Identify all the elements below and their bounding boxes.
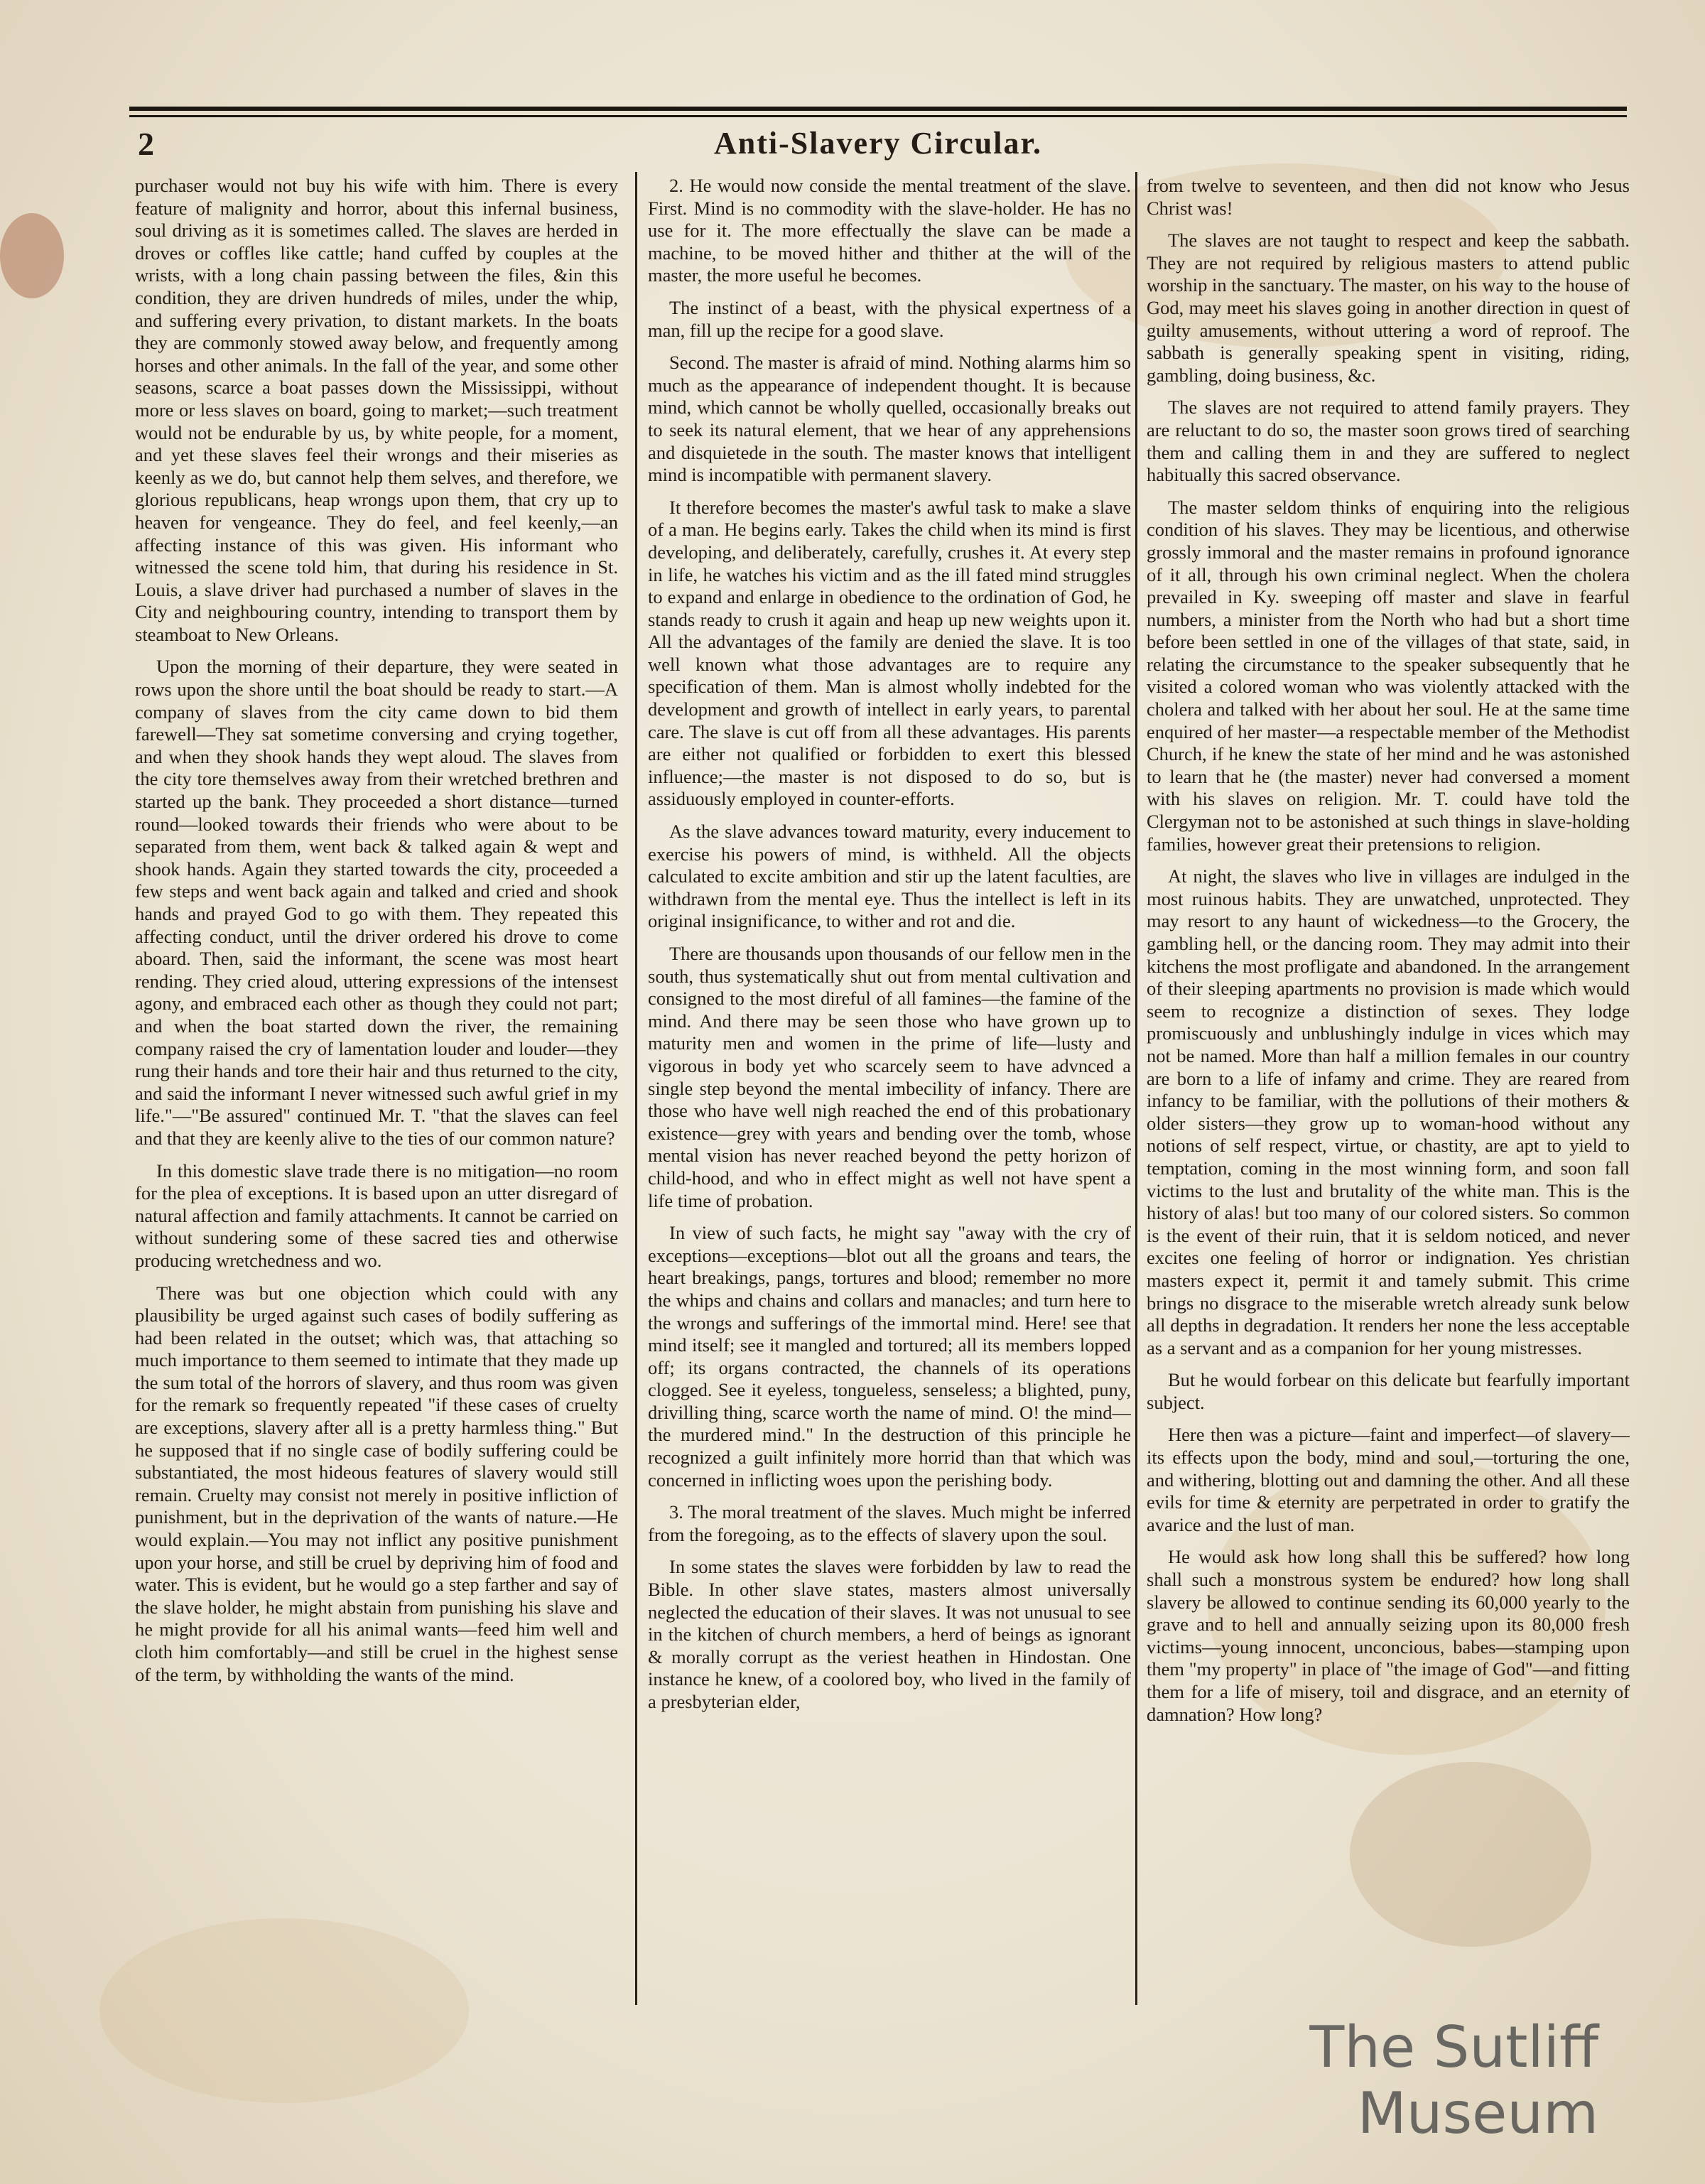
article-paragraph: The slaves are not required to attend family prayers. They are reluctant to do so, the master soon grows tired of searching them and calling them in and they are suffered to neglect habitually this sacred observance. <box>1147 396 1630 486</box>
article-paragraph: In view of such facts, he might say "away with the cry of exceptions—exceptions—blot out all the groans and tears, the heart breakings, pangs, tortures and blood; remember no more the whips and chains and collars and manacles; and turn here to the wrongs and sufferings of the immortal mind. Here! see that mind itself; see it mangled and tortured; all its members lopped off; its organs contracted, the channels of its operations clogged. See it eyeless, tongueless, senseless; a blighted, puny, drivilling thing, scarce worth the name of mind. O! the mind—the murdered mind." In the destruction of this principle he recognized a guilt infinitely more horrid than that which was concerned in inflicting woes upon the perishing body. <box>648 1222 1131 1491</box>
article-paragraph: In this domestic slave trade there is no mitigation—no room for the plea of exceptions. It is based upon an utter disregard of natural affection and family attachments. It cannot be carried on without sundering some of these sacred ties and otherwise producing wretchedness and wo. <box>135 1159 618 1271</box>
article-paragraph: from twelve to seventeen, and then did not know who Jesus Christ was! <box>1147 175 1630 219</box>
article-paragraph: The master seldom thinks of enquiring into the religious condition of his slaves. They may be licentious, and otherwise grossly immoral and the master remains in profound ignorance of it all, through his own criminal neglect. When the cholera prevailed in Ky. sweeping off master and slave in fearful numbers, a minister from the North who had but a short time before been settled in one of the villages of that state, said, in relating the circumstance to the speaker subsequently that he visited a colored woman who was violently attacked with the cholera and talked with her about her soul. He at the same time enquired of her master—a respectable member of the Methodist Church, if he knew the state of her mind and he was astonished to learn that he (the master) never had conversed a moment with his slaves on religion. Mr. T. could have told the Clergyman not to be astonished at such things in slave-holding families, however great their pretensions to religion. <box>1147 496 1630 855</box>
article-paragraph: There are thousands upon thousands of our fellow men in the south, thus systematically shut out from mental cultivation and consigned to the most direful of all famines—the famine of the mind. And there may be seen those who have grown up to maturity men and women in the prime of life—lusty and vigorous in body yet who scarcely seem to have advnced a single step beyond the mental imbecility of infancy. There are those who have well nigh reached the end of this probationary existence—grey with years and bending over the tomb, whose mental vision has never reached beyond the petty horizon of child-hood, and who in effect might as well not have spent a life time of probation. <box>648 943 1131 1211</box>
article-paragraph: 3. The moral treatment of the slaves. Much might be inferred from the foregoing, as to the effects of slavery upon the soul. <box>648 1501 1131 1545</box>
museum-watermark: The Sutliff Museum <box>1309 2014 1598 2146</box>
column-divider <box>1135 172 1137 2005</box>
article-paragraph: Here then was a picture—faint and imperfect—of slavery—its effects upon the body, mind and soul,—torturing the one, and withering, blotting out and damning the other. And all these evils for time & eternity are perpetrated in order to gratify the avarice and the lust of man. <box>1147 1424 1630 1535</box>
article-paragraph: The slaves are not taught to respect and keep the sabbath. They are not required by religious masters to attend public worship in the sanctuary. The master, on his way to the house of God, may meet his slaves going in another direction in quest of guilty amusements, without uttering a word of reproof. The sabbath is generally speaking spent in visiting, riding, gambling, doing business, &c. <box>1147 229 1630 386</box>
text-column-1 <box>135 175 618 2001</box>
article-paragraph: Second. The master is afraid of mind. Nothing alarms him so much as the appearance of independent thought. It is because mind, which cannot be wholly quelled, occasionally breaks out to seek its natural element, that we hear of any apprehensions and disquietede in the south. The master knows that intelligent mind is incompatible with permanent slavery. <box>648 352 1131 486</box>
article-paragraph: But he would forbear on this delicate but fearfully important subject. <box>1147 1369 1630 1413</box>
article-paragraph: 2. He would now conside the mental treatment of the slave. First. Mind is no commodity with the slave-holder. He has no use for it. The more effectually the slave can be made a machine, to be moved hither and thither at the will of the master, the more useful he becomes. <box>648 175 1131 286</box>
article-paragraph: He would ask how long shall this be suffered? how long shall such a monstrous system be endured? how long shall slavery be allowed to continue sending its 60,000 yearly to the grave and to hell and annually seizing upon its 80,000 fresh victims—young innocent, unconcious, babes—stamping upon them "my property" in place of "the image of God"—and fitting them for a life of misery, toil and disgrace, and an eternity of damnation? How long? <box>1147 1546 1630 1725</box>
header-rule-thin <box>129 115 1627 117</box>
page-header <box>129 122 1627 169</box>
article-paragraph: purchaser would not buy his wife with him. There is every feature of malignity and horror, about this infernal business, soul driving as it is sometimes called. The slaves are herded in droves or coffles like cattle; hand cuffed by couples at the wrists, with a long chain passing between the files, &in this condition, they are driven hundreds of miles, under the whip, and suffering every privation, to distant markets. In the boats they are commonly stowed away below, and frequently among horses and other animals. In the fall of the year, and some other seasons, scarce a boat passes down the Mississippi, without more or less slaves on board, going to market;—such treatment would not be endurable by us, by white people, for a moment, and yet these slaves feel their wrongs and their miseries as keenly as we do, but cannot help them selves, and therefore, we glorious republicans, heap wrongs upon them, that cry up to heaven for vengeance. They do feel, and feel keenly,—an affecting instance of this was given. His informant who witnessed the scene told him, that during his residence in St. Louis, a slave driver had purchased a number of slaves in the City and neighbouring country, intending to transport them by steamboat to New Orleans. <box>135 175 618 645</box>
text-column-3 <box>1147 175 1630 2001</box>
article-paragraph: At night, the slaves who live in villages are indulged in the most ruinous habits. They are unwatched, unprotected. They may resort to any haunt of wickedness—to the Grocery, the gambling hell, or the dancing room. They may admit into their kitchens the most profligate and abandoned. In the arrangement of their sleeping apartments no provision is made which would seem to recognize a distinction of sexes. They lodge promiscuously and unblushingly indulge in vices which may not be named. More than half a million females in our country are born to a life of infamy and crime. They are reared from infancy to be familiar, with the pollutions of their mothers & older sisters—they grow up to woman-hood without any notions of self respect, virtue, or chastity, are apt to yield to temptation, coming in the most winning form, and soon fall victims to the lust and brutality of the white man. This is the history of alas! but too many of our colored sisters. So common is the event of their ruin, that it is seldom noticed, and never excites one feeling of horror or indignation. Yes christian masters expect it, permit it and tamely submit. This crime brings no disgrace to the miserable wretch already sunk below all depths in degradation. It renders her none the less acceptable as a servant and as a companion for her young mistresses. <box>1147 865 1630 1358</box>
article-paragraph: The instinct of a beast, with the physical expertness of a man, fill up the recipe for a good slave. <box>648 296 1131 341</box>
article-paragraph: Upon the morning of their departure, they were seated in rows upon the shore until the boat should be ready to start.—A company of slaves from the city came down to bid them farewell—They sat sometime conversing and crying together, and when they shook hands they wept aloud. The slaves from the city tore themselves away from their wretched brethren and started up the bank. They proceeded a short distance—turned round—looked towards their friends who were about to be separated from them, went back & talked again & wept and shook hands. Again they started towards the city, proceeded a few steps and went back again and talked and cried and shook hands and prayed God to go with them. They repeated this affecting conduct, until the driver ordered his drove to come aboard. Then, said the informant, the scene was most heart rending. They cried aloud, uttering expressions of the intensest agony, and embraced each other as though they could not part; and when the boat started down the river, the remaining company raised the cry of lamentation louder and louder—they rung their hands and tore their hair and thus returned to the city, and said the informant I never witnessed such awful grief in my life."—"Be assured" continued Mr. T. "that the slaves can feel and that they are keenly alive to the ties of our common nature? <box>135 656 618 1149</box>
article-paragraph: There was but one objection which could with any plausibility be urged against such cases of bodily suffering as had been related in the outset; which was, that attaching so much importance to them seemed to intimate that they made up the sum total of the horrors of slavery, and thus room was given for the remark so frequently repeated "if these cases of cruelty are exceptions, slavery after all is a pretty harmless thing." But he supposed that if no single case of bodily suffering could be substantiated, the most hideous features of slavery would still remain. Cruelty may consist not merely in positive infliction of punishment, but in the deprivation of the wants of nature.—He would explain.—You may not inflict any positive punishment upon your horse, and still be cruel by depriving him of food and water. This is evident, but he would go a step farther and say of the slave holder, he might abstain from punishing his slave and he might provide for all his animal wants—feed him well and cloth him comfortably—and still be cruel in the highest sense of the term, by withholding the wants of the mind. <box>135 1282 618 1685</box>
ink-stain <box>0 213 64 298</box>
masthead-title: Anti-Slavery Circular. <box>714 126 1042 161</box>
article-paragraph: As the slave advances toward maturity, every inducement to exercise his powers of mind, is withheld. All the objects calculated to excite ambition and stir up the latent faculties, are withdrawn from the mental eye. Thus the intellect is left in its original insignificance, to wither and rot and die. <box>648 821 1131 932</box>
column-divider <box>635 172 637 2005</box>
text-column-2 <box>648 175 1131 2001</box>
article-paragraph: In some states the slaves were forbidden by law to read the Bible. In other slave states, masters almost universally neglected the education of their slaves. It was not unusual to see in the kitchen of church members, a herd of beings as ignorant & morally corrupt as the veriest heathen in Hindostan. One instance he knew, of a coolored boy, who lived in the family of a presbyterian elder, <box>648 1556 1131 1712</box>
article-paragraph: It therefore becomes the master's awful task to make a slave of a man. He begins early. Takes the child when its mind is first developing, and deliberately, carefully, crushes it. At every step in life, he watches his victim and as the ill fated mind struggles to expand and enlarge in obedience to the ordination of God, he stands ready to crush it again and heap up new weights upon it. All the advantages of the family are denied the slave. It is too well known what those advantages are to require any specification of them. Man is almost wholly indebted for the development and growth of intellect in early years, to parental care. The slave is cut off from all these advantages. His parents are either not qualified or forbidden to exert this blessed influence;—the master is not disposed to do so, but is assiduously employed in counter-efforts. <box>648 496 1131 810</box>
header-rule-thick <box>129 107 1627 111</box>
page-number: 2 <box>138 126 154 162</box>
